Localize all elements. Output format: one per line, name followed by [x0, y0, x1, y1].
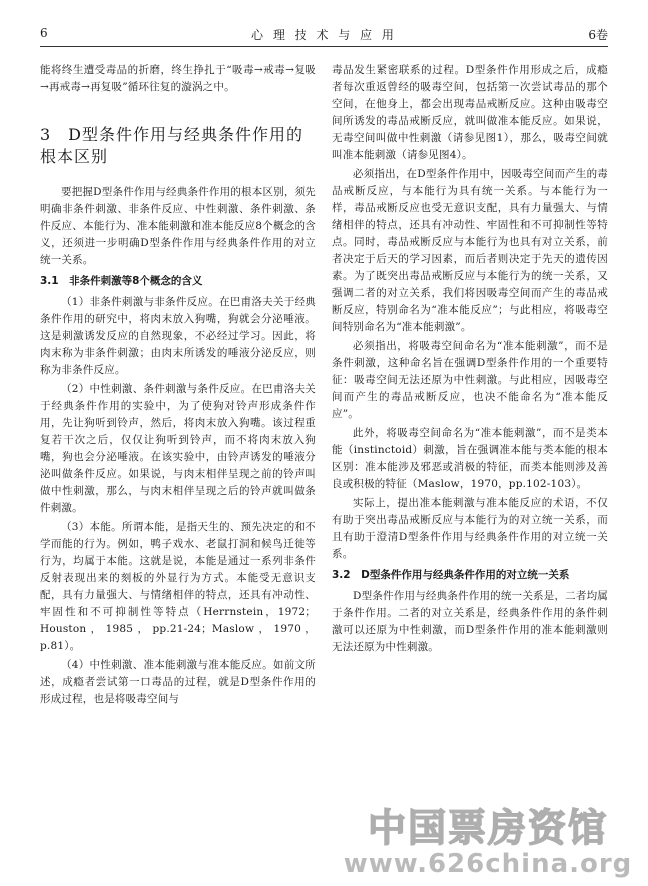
paragraph-1: （1）非条件刺激与非条件反应。在巴甫洛夫关于经典条件作用的研究中，将肉末放入狗嘴，狗就会分泌唾液。这是刺激诱发反应的自然现象，不必经过学习。因此，将肉末称为非条件刺激；由肉末所诱发的唾液分泌反应，则称为非条件反应。 — [40, 296, 316, 376]
paragraph-continued-right: 毒品发生紧密联系的过程。D型条件作用形成之后，成瘾者每次重返曾经的吸毒空间，包括第一次尝试毒品的那个空间，在他身上，都会出现毒品戒断反应。这种由吸毒空间所诱发的毒品戒断反应，就叫做准本能反应。如果说，无毒空间叫做中性刺激（请参见图1），那么，吸毒空间就叫准本能刺激（请参见图4）。 — [332, 64, 608, 161]
paragraph-right-2: 必须指出，在D型条件作用中，因吸毒空间而产生的毒品戒断反应，与本能行为具有统一关系。与本能行为一样，毒品戒断反应也受无意识支配，具有力量强大、与情绪相伴的特点，还具有冲动性、牢固性和不可抑制性等特点。同时，毒品戒断反应与本能行为也具有对立关系，前者决定于后天的学习因素，而后者则决定于先天的遗传因素。为了既突出毒品戒断反应与本能行为的统一关系，又强调二者的对立关系，我们将因吸毒空间而产生的毒品戒断反应，特别命名为“准本能反应”；与此相应，将吸毒空间特别命名为“准本能刺激”。 — [332, 168, 608, 333]
paragraph-right-5: 实际上，提出准本能刺激与准本能反应的术语，不仅有助于突出毒品戒断反应与本能行为的对立统一关系，而且有助于澄清D型条件作用与经典条件作用的对立统一关系。 — [332, 497, 608, 560]
journal-title: 心 理 技 术 与 应 用 — [251, 28, 397, 42]
paragraph-right-3: 必须指出，将吸毒空间命名为“准本能刺激”，而不是条件刺激，这种命名旨在强调D型条件作用的一个重要特征：吸毒空间无法还原为中性刺激。与此相应，因吸毒空间而产生的毒品戒断反应，也决不能命名为“准本能反应”。 — [332, 340, 608, 420]
paragraph-2: （2）中性刺激、条件刺激与条件反应。在巴甫洛夫关于经典条件作用的实验中，为了使狗对铃声形成条件作用，先让狗听到铃声，然后，将肉末放入狗嘴。该过程重复若干次之后，仅仅让狗听到铃声，而不将肉末放入狗嘴，狗也会分泌唾液。在该实验中，由铃声诱发的唾液分泌叫做条件反应。如果说，与肉末相伴呈现之前的铃声叫做中性刺激，那么，与肉末相伴呈现之后的铃声就叫做条件刺激。 — [40, 383, 316, 514]
right-column — [332, 62, 608, 656]
paragraph-3: （3）本能。所谓本能，是指天生的、预先决定的和不学而能的行为。例如，鸭子戏水、老鼠打洞和候鸟迁徙等行为，均属于本能。这就是说，本能是通过一系列非条件反射表现出来的刻板的外显行为方式。本能受无意识支配，具有力量强大、与情绪相伴的特点，还具有冲动性、牢固性和不可抑制性等特点（Herrnstein，1972；Houston，1985，pp.21-24；Maslow，1970，p.81）。 — [40, 521, 316, 652]
watermark — [338, 806, 638, 880]
subsection-3-2-heading: 3.2 D型条件作用与经典条件作用的对立统一关系 — [332, 569, 570, 581]
subsection-3-1-heading: 3.1 非条件刺激等8个概念的含义 — [40, 275, 203, 287]
paragraph-right-4: 此外，将吸毒空间命名为“准本能刺激”，而不是类本能（instinctoid）刺激，旨在强调准本能与类本能的根本区别：准本能涉及邪恶或消极的特征，而类本能则涉及善良或积极的特征（Maslow，1970，pp.102-103）。 — [332, 427, 608, 490]
watermark-url: www.626china.org — [343, 849, 633, 879]
paragraph-continued: 能将终生遭受毒品的折磨，终生挣扎于“吸毒→戒毒→复吸→再戒毒→再复吸”循环往复的漩涡之中。 — [40, 64, 316, 93]
page-number: 6 — [40, 26, 48, 40]
volume-label: 6卷 — [588, 28, 608, 42]
watermark-text: 中国票房资馆 — [367, 806, 608, 850]
left-column — [40, 62, 316, 708]
running-header — [40, 22, 608, 47]
paragraph-right-6: D型条件作用与经典条件作用的统一关系是，二者均属于条件作用。二者的对立关系是，经典条件作用的条件刺激可以还原为中性刺激，而D型条件作用的准本能刺激则无法还原为中性刺激。 — [332, 590, 608, 653]
section-3-heading: 3 D型条件作用与经典条件作用的根本区别 — [40, 125, 304, 166]
section-3-intro: 要把握D型条件作用与经典条件作用的根本区别，须先明确非条件刺激、非条件反应、中性刺激、条件刺激、条件反应、本能行为、准本能刺激和准本能反应8个概念的含义，还须进一步明确D型条件作用与经典条件作用的对立统一关系。 — [40, 186, 316, 266]
paragraph-4: （4）中性刺激、准本能刺激与准本能反应。如前文所述，成瘾者尝试第一口毒品的过程，就是D型条件作用的形成过程，也是将吸毒空间与 — [40, 659, 316, 705]
